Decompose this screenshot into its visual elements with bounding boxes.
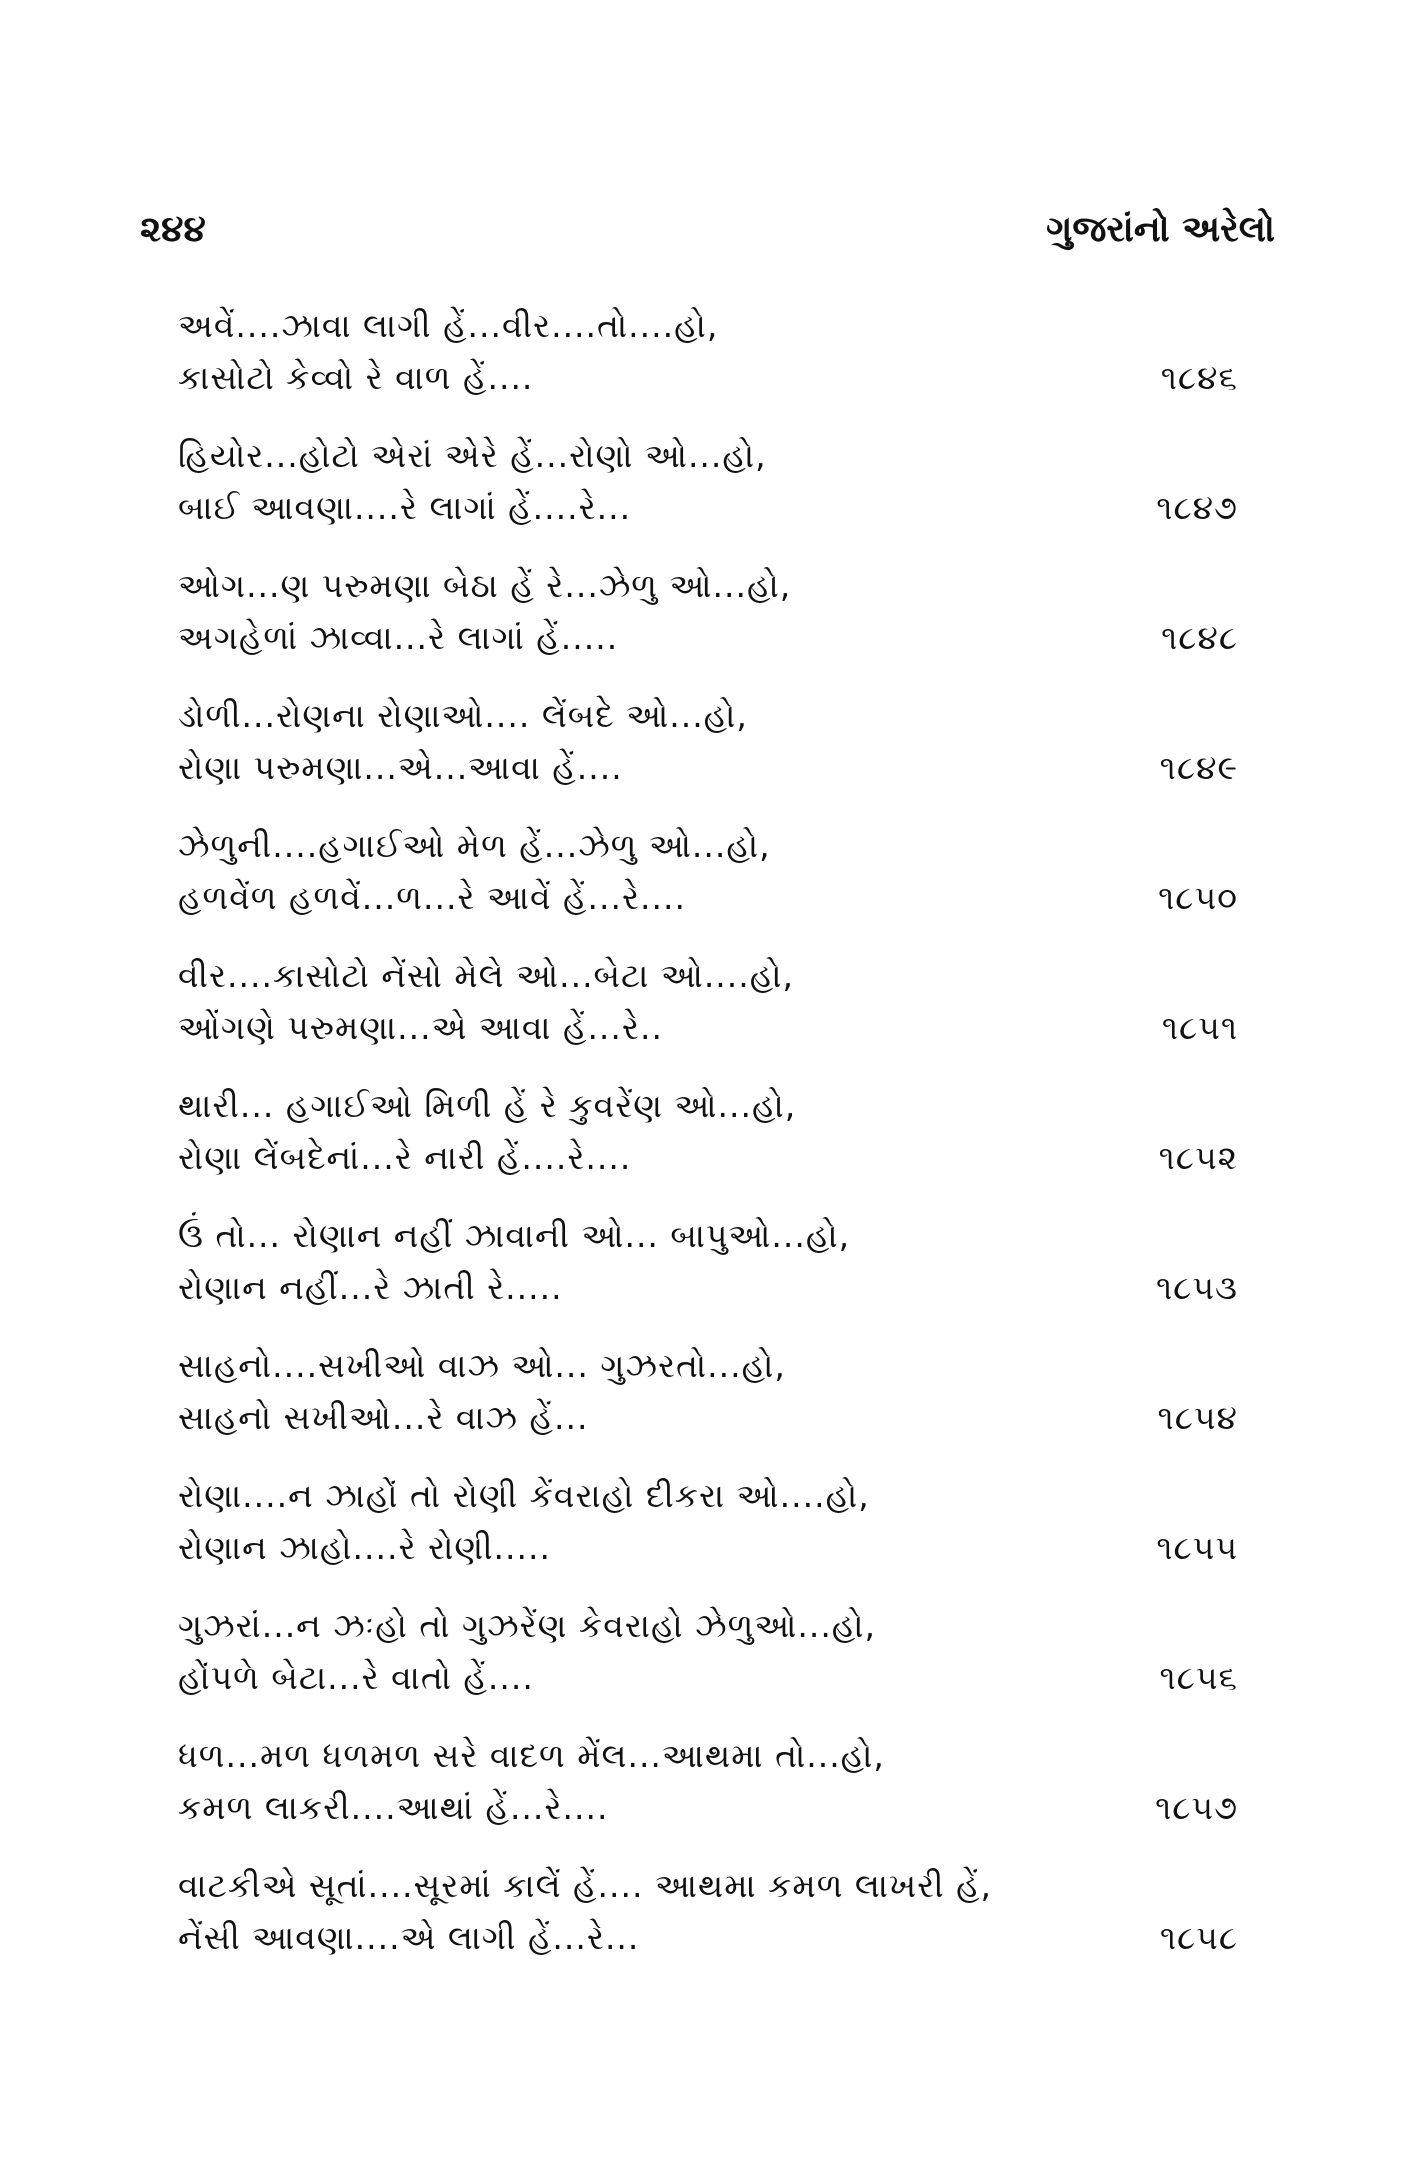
page-number: ૨૪૪ [140, 209, 206, 250]
stanza-1851 [178, 950, 1238, 1080]
verse-list [178, 300, 1238, 1990]
stanza-line-1: ડોળી...રોણના રોણાઓ.... લેંબદે ઓ...હો, [178, 696, 748, 735]
stanza-line-2: બાઈ આવણા....રે લાગાં હેં....રે... [178, 488, 632, 527]
stanza-line-2: ઓંગણે પરુમણા...એ આવા હેં...રે.. [178, 1008, 663, 1047]
stanza-line-2: કમળ લાકરી....આથાં હેં...રે.... [178, 1788, 609, 1827]
stanza-1854 [178, 1340, 1238, 1470]
stanza-number: ૧૮૫૧ [1161, 1008, 1238, 1047]
stanza-1850 [178, 820, 1238, 950]
stanza-number: ૧૮૫૪ [1157, 1398, 1238, 1437]
stanza-number: ૧૮૪૭ [1156, 488, 1238, 527]
stanza-1852 [178, 1080, 1238, 1210]
stanza-line-2: નેંસી આવણા....એ લાગી હેં...રે... [178, 1918, 640, 1957]
stanza-number: ૧૮૪૯ [1159, 748, 1238, 787]
stanza-number: ૧૮૫૮ [1159, 1918, 1238, 1957]
stanza-number: ૧૮૪૮ [1161, 618, 1238, 657]
stanza-line-2: સાહનો સખીઓ...રે વાઝ હેં... [178, 1398, 589, 1437]
stanza-number: ૧૮૫૬ [1159, 1658, 1238, 1697]
stanza-line-1: ઝેળુની....હગાઈઓ મેળ હેં...ઝેળુ ઓ...હો, [178, 826, 771, 865]
stanza-line-2: રોણાન નહીં...રે ઝાતી રે..... [178, 1268, 563, 1307]
stanza-1857 [178, 1730, 1238, 1860]
stanza-1856 [178, 1600, 1238, 1730]
stanza-1847 [178, 430, 1238, 560]
stanza-line-1: વાટકીએ સૂતાં....સૂરમાં કાલેં હેં.... આથમા કમળ લાખરી હેં, [178, 1866, 993, 1905]
stanza-number: ૧૮૫૫ [1156, 1528, 1238, 1567]
stanza-line-1: ધળ...મળ ધળમળ સરે વાદળ મેંલ...આથમા તો...હો, [178, 1736, 885, 1775]
running-title: ગુજરાંનો અરેલો [1046, 209, 1275, 250]
stanza-line-2: કાસોટો કેવ્વો રે વાળ હેં.... [178, 358, 534, 397]
stanza-line-1: વીર....કાસોટો નેંસો મેલે ઓ...બેટા ઓ....હો, [178, 956, 794, 995]
stanza-line-1: હિયોર...હોટો એરાં એરે હેં...રોણો ઓ...હો, [178, 436, 767, 475]
stanza-1849 [178, 690, 1238, 820]
stanza-number: ૧૮૫૦ [1158, 878, 1238, 917]
stanza-line-2: રોણા પરુમણા...એ...આવા હેં.... [178, 748, 623, 787]
stanza-1855 [178, 1470, 1238, 1600]
stanza-1858 [178, 1860, 1238, 1990]
stanza-line-2: અગહેળાં ઝાવ્વા...રે લાગાં હેં..... [178, 618, 619, 657]
stanza-line-1: થારી... હગાઈઓ મિળી હેં રે કુવરેંણ ઓ...હો, [178, 1086, 797, 1125]
stanza-number: ૧૮૪૬ [1160, 358, 1238, 397]
stanza-line-2: હોંપળે બેટા...રે વાતો હેં.... [178, 1658, 534, 1697]
stanza-number: ૧૮૫૭ [1155, 1788, 1238, 1827]
page-header [140, 200, 1275, 260]
stanza-1848 [178, 560, 1238, 690]
stanza-line-2: રોણા લેંબદેનાં...રે નારી હેં....રે.... [178, 1138, 632, 1177]
stanza-line-2: હળવેંળ હળવેં...ળ...રે આવેં હેં...રે.... [178, 878, 686, 917]
stanza-number: ૧૮૫૨ [1158, 1138, 1238, 1177]
stanza-1846 [178, 300, 1238, 430]
stanza-line-1: સાહનો....સખીઓ વાઝ ઓ... ગુઝરતો...હો, [178, 1346, 786, 1385]
stanza-line-1: ઓગ...ણ પરુમણા બેઠા હેં રે...ઝેળુ ઓ...હો, [178, 566, 792, 605]
stanza-line-1: ઉં તો... રોણાન નહીં ઝાવાની ઓ... બાપુઓ...હો, [178, 1216, 851, 1255]
stanza-number: ૧૮૫૩ [1156, 1268, 1238, 1307]
stanza-1853 [178, 1210, 1238, 1340]
stanza-line-1: અવેં....ઝાવા લાગી હેં...વીર....તો....હો, [178, 306, 719, 345]
stanza-line-1: રોણા....ન ઝાહોં તો રોણી કેંવરાહો દીકરા ઓ....હો, [178, 1476, 870, 1515]
stanza-line-2: રોણાન ઝાહો....રે રોણી..... [178, 1528, 552, 1567]
stanza-line-1: ગુઝરાં...ન ઝઃહો તો ગુઝરેંણ કેવરાહો ઝેળુઓ...હો, [178, 1606, 877, 1645]
